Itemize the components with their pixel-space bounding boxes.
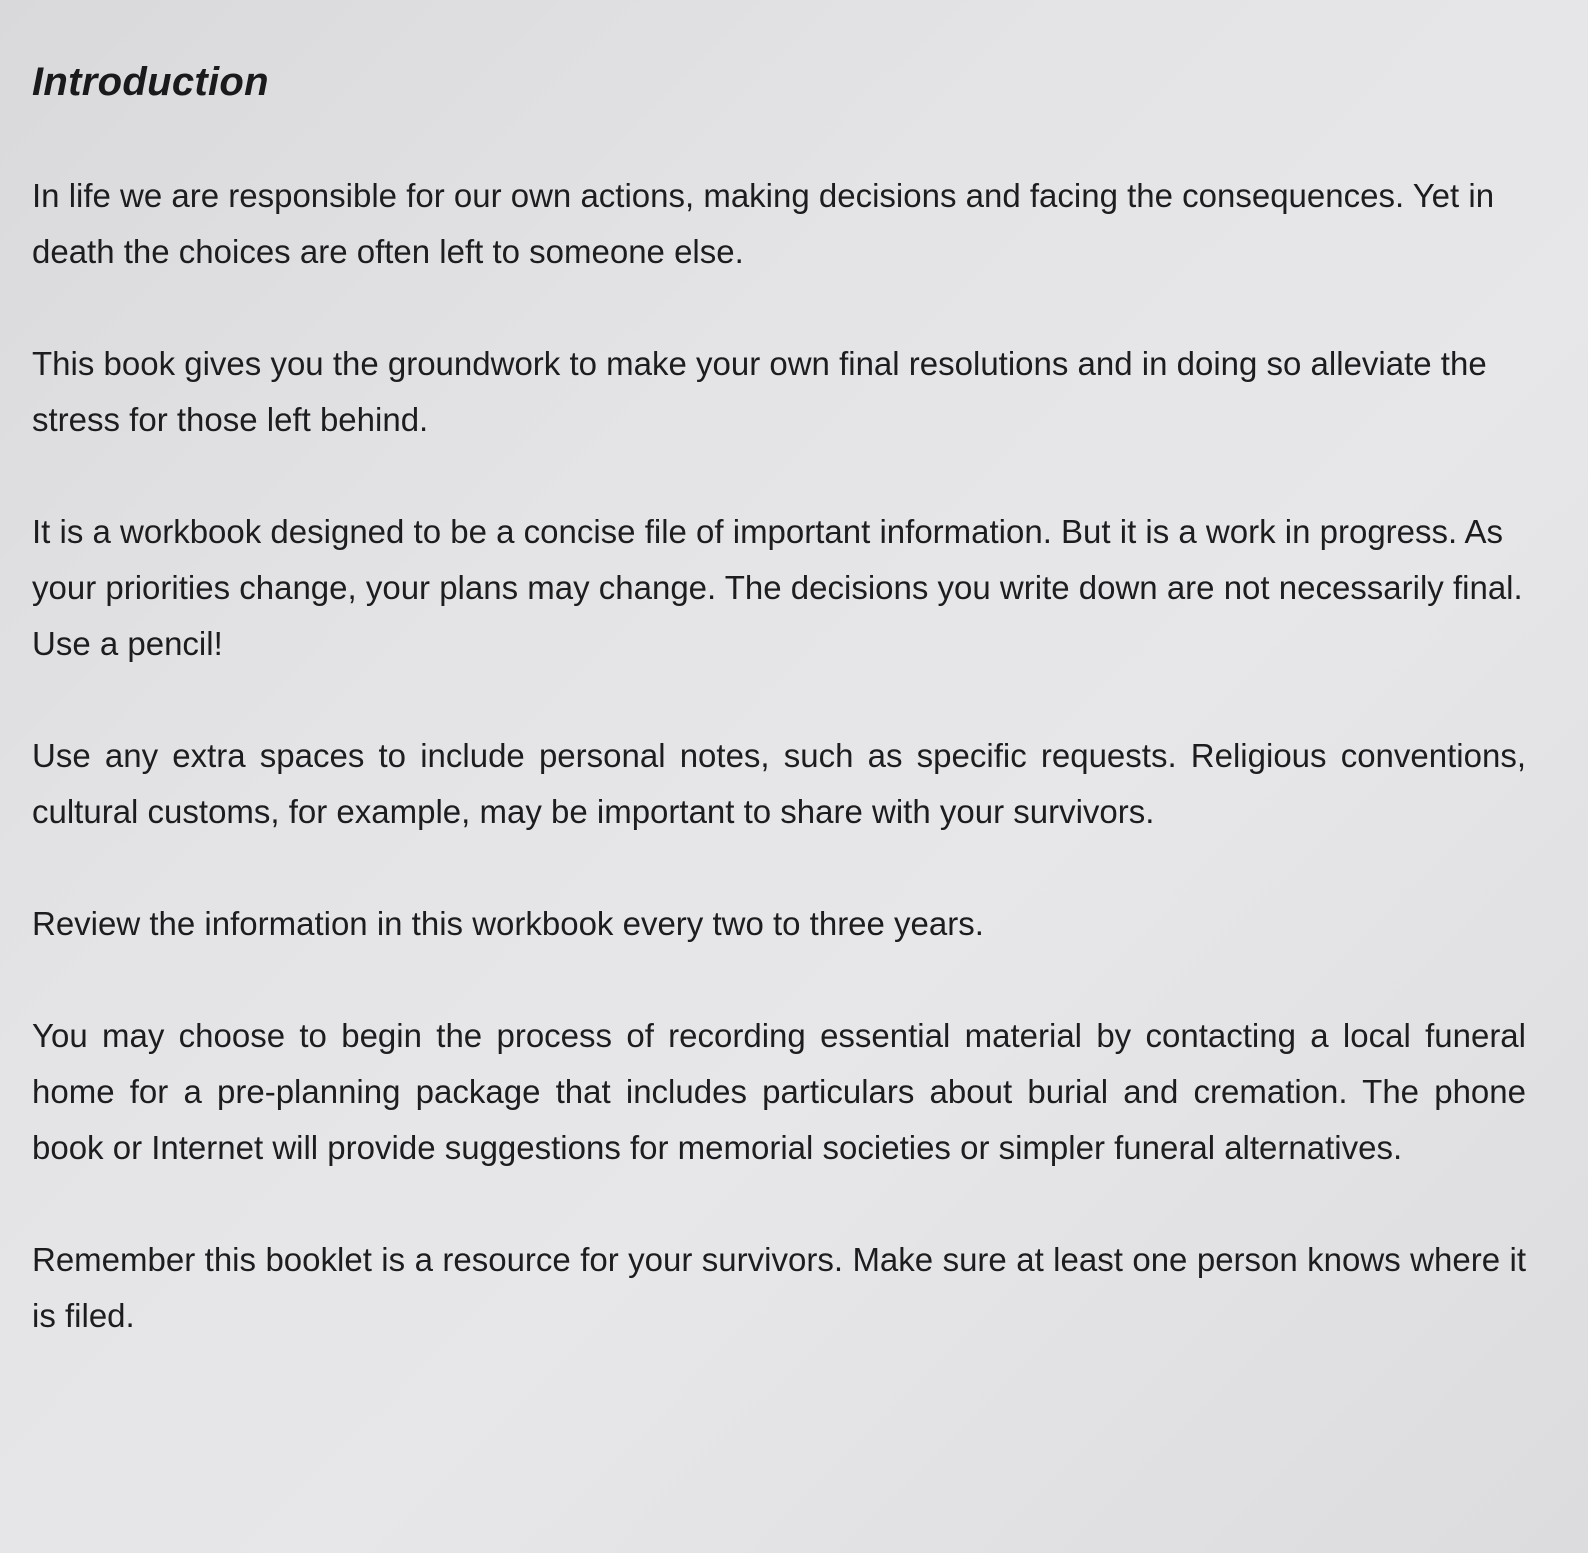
paragraph-review: Review the information in this workbook every two to three years. <box>32 905 984 942</box>
paragraph-responsibility: In life we are responsible for our own actions, making decisions and facing the consequences. Yet in death the choices are often left to someone else. <box>32 177 1495 270</box>
paragraph-funeral-home: You may choose to begin the process of recording essential material by contacting a local funeral home for a pre-planning package that includes particulars about burial and cremation. The phone book or Internet will provide suggestions for memorial societies or simpler funeral alternatives. <box>32 1017 1526 1166</box>
paragraph-resource: Remember this booklet is a resource for your survivors. Make sure at least one person knows where it is filed. <box>32 1241 1526 1334</box>
paragraph-personal-notes: Use any extra spaces to include personal notes, such as specific requests. Religious conventions, cultural customs, for example, may be important to share with your survivors. <box>32 737 1526 830</box>
paragraph-groundwork: This book gives you the groundwork to make your own final resolutions and in doing so alleviate the stress for those left behind. <box>32 345 1487 438</box>
page-title: Introduction <box>32 60 269 104</box>
body-text <box>32 168 1526 1344</box>
paragraph-workbook: It is a workbook designed to be a concise file of important information. But it is a work in progress. As your priorities change, your plans may change. The decisions you write down are not necessarily final. Use a pencil! <box>32 513 1523 662</box>
